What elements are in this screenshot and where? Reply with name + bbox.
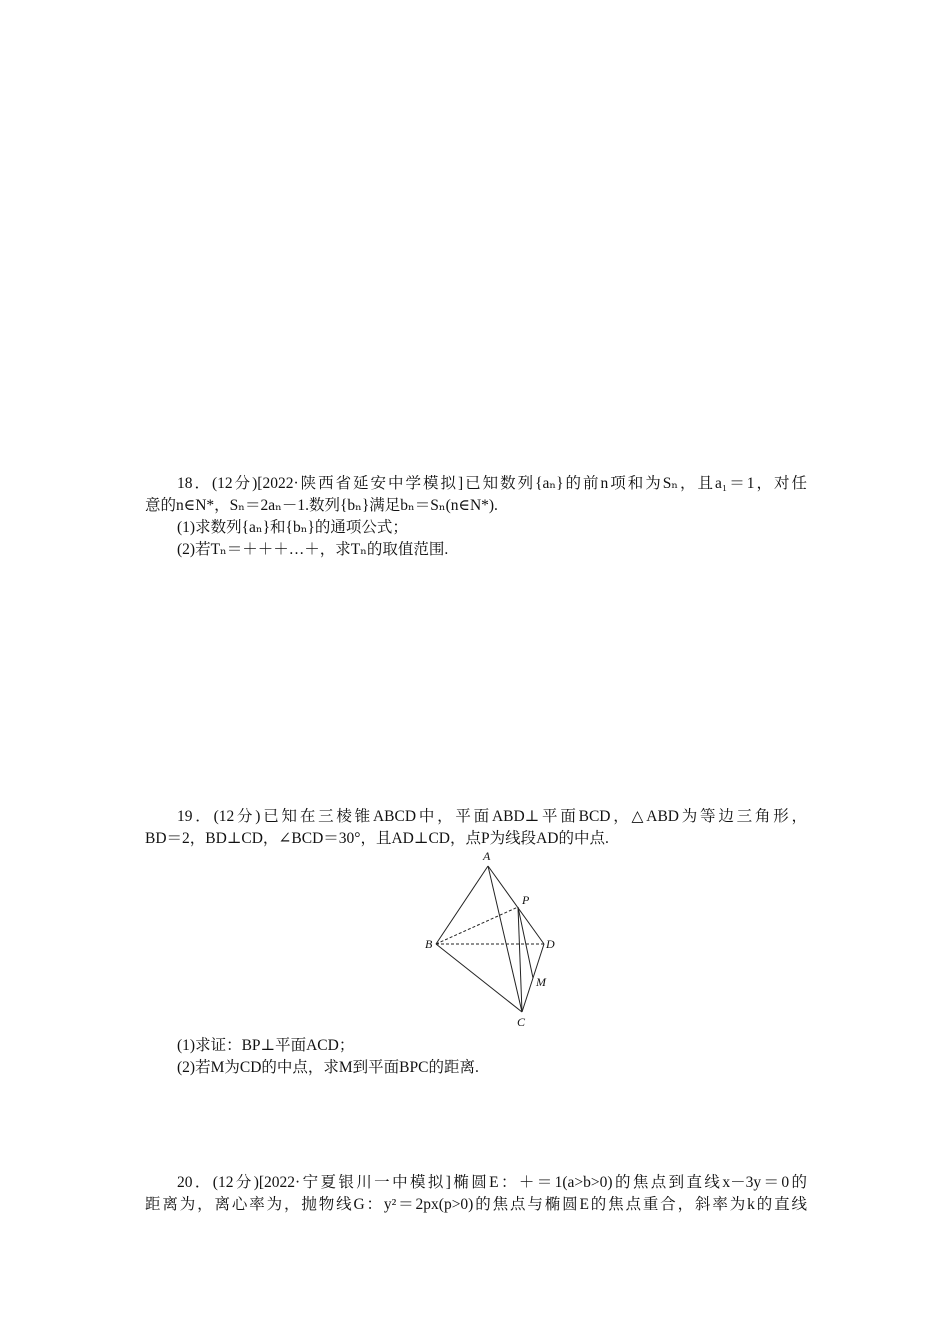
question-19-parts (145, 1035, 807, 1079)
q20-line-2: 距离为，离心率为，抛物线G：y²＝2px(p>0)的焦点与椭圆E的焦点重合，斜率为k的直线 (145, 1196, 807, 1213)
q18-line-2: 意的n∈N*，Sₙ＝2aₙ－1.数列{bₙ}满足bₙ＝Sₙ(n∈N*). (145, 497, 498, 514)
q19-line-1: 19．(12分)已知在三棱锥ABCD中，平面ABD⊥平面BCD，△ABD为等边三角形， (177, 808, 807, 825)
q19-part-1: (1)求证：BP⊥平面ACD； (177, 1037, 355, 1054)
question-20 (145, 1172, 807, 1216)
edge-AB (436, 866, 488, 944)
label-C: C (517, 1015, 526, 1029)
tetrahedron-figure (420, 848, 560, 1032)
label-B: B (425, 937, 433, 951)
edge-AC (488, 866, 522, 1012)
q20-line-1: 20．(12分)[2022·宁夏银川一中模拟]椭圆E：＋＝1(a>b>0)的焦点到直线x－3y＝0的 (177, 1174, 807, 1191)
question-18 (145, 473, 807, 561)
q18-part-1: (1)求数列{aₙ}和{bₙ}的通项公式； (177, 519, 408, 536)
q18-part-2: (2)若Tₙ＝＋＋＋…＋，求Tₙ的取值范围. (177, 541, 449, 558)
edge-BC (436, 944, 522, 1012)
label-P: P (522, 893, 530, 907)
label-A: A (483, 849, 491, 863)
edge-AD (488, 866, 544, 944)
q19-part-2: (2)若M为CD的中点，求M到平面BPC的距离. (177, 1059, 479, 1076)
question-19 (145, 806, 807, 850)
label-D: D (546, 937, 555, 951)
q19-line-2: BD＝2，BD⊥CD，∠BCD＝30°，且AD⊥CD，点P为线段AD的中点. (145, 830, 609, 847)
label-M: M (536, 975, 546, 989)
q18-line-1: 18．(12分)[2022·陕西省延安中学模拟]已知数列{aₙ}的前n项和为Sₙ，且a₁＝1，对任 (177, 475, 807, 492)
